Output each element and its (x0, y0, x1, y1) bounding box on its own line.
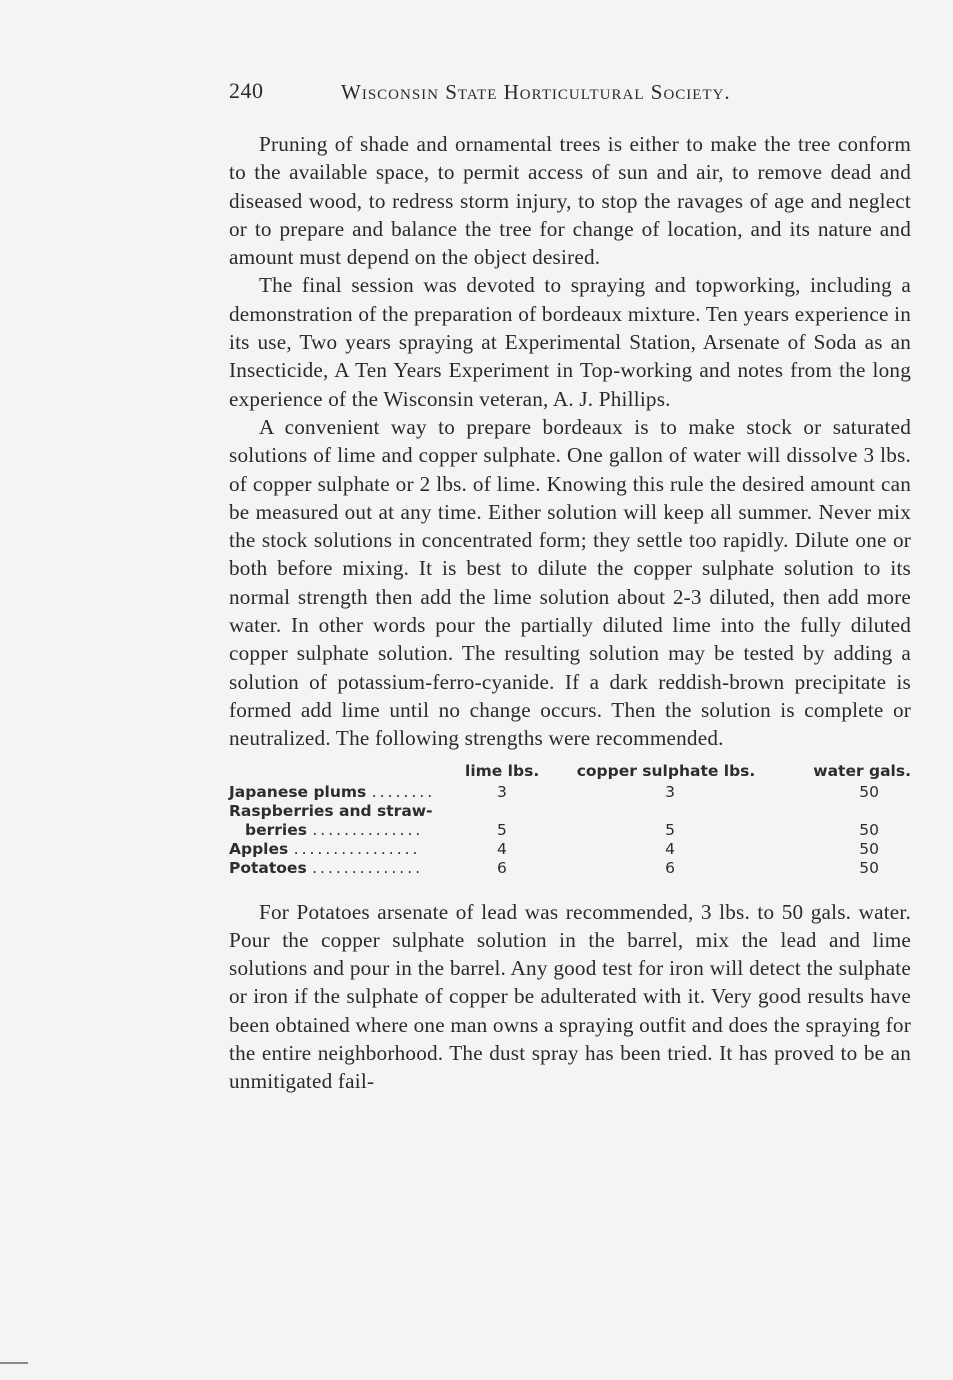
spray-strengths-table (229, 761, 911, 878)
table-row (229, 802, 911, 821)
crop-name: berries .............. (245, 820, 424, 839)
lime-value: 3 (497, 782, 507, 801)
water-value: 50 (859, 839, 879, 858)
lime-value: 5 (497, 820, 507, 839)
paragraph-potatoes-arsenate: For Potatoes arsenate of lead was recommended, 3 lbs. to 50 gals. water. Pour the copper sulphate solution in the barrel, mix the lead and lime solutions and pour in the barrel. Any good test for iron will detect the sulphate or iron if the sulphate of copper be adulterated with it. Very good results have been obtained where one man owns a spraying outfit and does the spraying for the entire neighborhood. The dust spray has been tried. It has proved to be an unmitigated fail- (229, 899, 911, 1094)
book-page (229, 78, 911, 1096)
leader-dots: .............. (312, 820, 424, 839)
lime-value (465, 802, 551, 821)
running-head: Wisconsin State Horticultural Society. (341, 80, 731, 104)
water-value (781, 802, 911, 821)
table-header-row (229, 761, 911, 783)
body-text (229, 130, 911, 1096)
leader-dots: .............. (312, 858, 424, 877)
page-number: 240 (229, 78, 264, 103)
paragraph-pruning: Pruning of shade and ornamental trees is either to make the tree conform to the available space, to permit access of sun and air, to remove dead and diseased wood, to redress storm injury, to stop the ravages of age and neglect or to prepare and balance the tree for change of location, and its nature and amount must depend on the object desired. (229, 132, 911, 270)
crop-name: Apples ................ (229, 839, 421, 858)
copper-value: 4 (665, 839, 675, 858)
table-row (229, 840, 911, 859)
header-water: water gals. (813, 761, 911, 780)
paragraph-bordeaux-preparation: A convenient way to prepare bordeaux is to make stock or saturated solutions of lime and copper sulphate. One gallon of water will dissolve 3 lbs. of copper sulphate or 2 lbs. of lime. Knowing this rule the desired amount can be measured out at any time. Either solution will keep all summer. Never mix the stock solutions in concentrated form; they settle too rapidly. Dilute one or both before mixing. It is best to dilute the copper sulphate solution to its normal strength then add the lime solution about 2-3 diluted, then add more water. In other words pour the partially diluted lime into the fully diluted copper sulphate solution. The resulting solution may be tested by adding a solution of potassium-ferro-cyanide. If a dark reddish-brown precipitate is formed add lime until no change occurs. Then the solution is complete or neutralized. The following strengths were recommended. (229, 414, 911, 751)
copper-value: 5 (665, 820, 675, 839)
header-copper: copper sulphate lbs. (576, 761, 756, 780)
table-row (229, 821, 911, 840)
page-edge-mark (0, 1362, 28, 1364)
crop-name: Potatoes .............. (229, 858, 424, 877)
copper-value: 6 (665, 858, 675, 877)
crop-name: Raspberries and straw- (229, 801, 433, 820)
lime-value: 6 (497, 858, 507, 877)
leader-dots: ........ (371, 782, 436, 801)
water-value: 50 (859, 782, 879, 801)
table-row (229, 783, 911, 802)
header-lime: lime lbs. (465, 761, 540, 780)
water-value: 50 (859, 858, 879, 877)
copper-value: 3 (665, 782, 675, 801)
closing-section (229, 898, 911, 1096)
lime-value: 4 (497, 839, 507, 858)
crop-name: Japanese plums ........ (229, 782, 436, 801)
header-crop (229, 761, 465, 783)
page-header (229, 78, 911, 114)
water-value: 50 (859, 820, 879, 839)
copper-value (551, 802, 781, 821)
leader-dots: ................ (293, 839, 421, 858)
paragraph-final-session: The final session was devoted to spraying and topworking, including a demonstration of the preparation of bordeaux mixture. Ten years experience in its use, Two years spraying at Experimental Station, Arsenate of Soda as an Insecticide, A Ten Years Experiment in Top-working and notes from the long experience of the Wisconsin veteran, A. J. Phillips. (229, 273, 911, 411)
table-row (229, 859, 911, 878)
